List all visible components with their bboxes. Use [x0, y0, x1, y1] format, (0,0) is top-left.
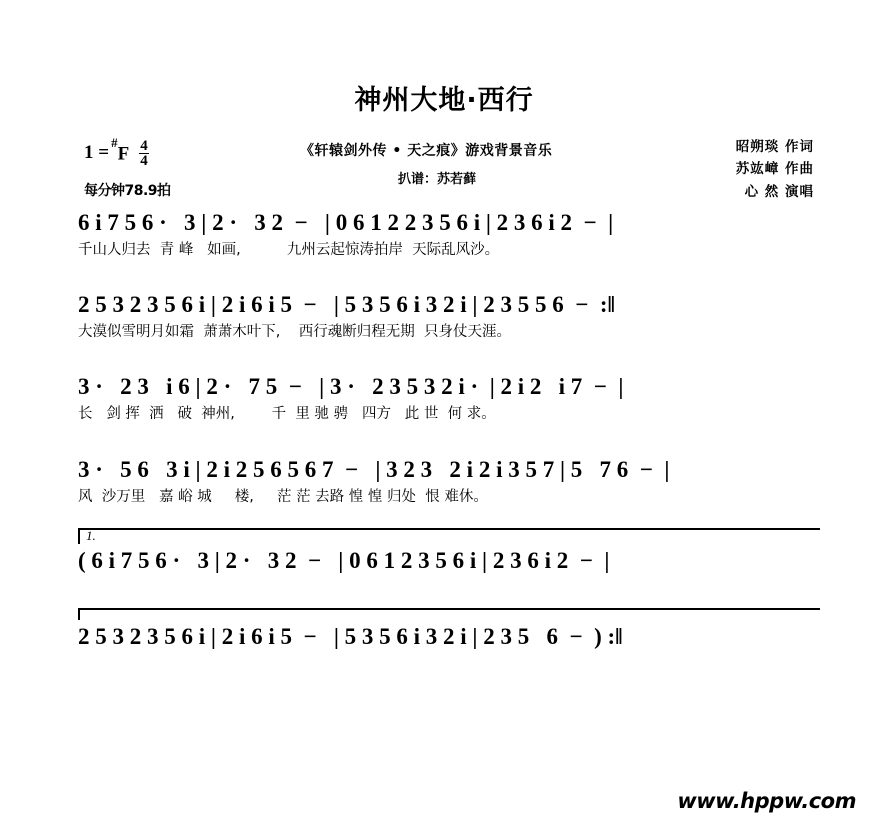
notation-line: 3 · 2 3 i 6 | 2 · 7 5 − | 3 · 2 3 5 3 2 i · | 2 i 2 i 7 − | [78, 374, 624, 399]
music-system-2 [78, 290, 818, 344]
source-note: 《轩辕剑外传 • 天之痕》游戏背景音乐 [300, 143, 553, 159]
sharp-icon: # [111, 135, 118, 151]
tempo-marking: 每分钟78.9拍 [84, 182, 171, 199]
music-system-6 [78, 622, 818, 652]
credit-composer: 苏竑嶂 作曲 [735, 161, 814, 178]
notation-line: 6 i 7 5 6 · 3 | 2 · 3 2 − | 0 6 1 2 2 3 5 6 i | 2 3 6 i 2 − | [78, 210, 614, 235]
credit-singer: 心 然 演唱 [744, 183, 814, 200]
music-system-3 [78, 372, 818, 426]
volta-continuation-bracket [78, 608, 820, 620]
transcriber-note: 扒谱：苏若藓 [398, 172, 477, 187]
credits-block [736, 136, 814, 203]
notation-line: 3 · 5 6 3 i | 2 i 2 5 6 5 6 7 − | 3 2 3 2 i 2 i 3 5 7 | 5 7 6 − | [78, 457, 670, 482]
volta-label: 1. [86, 528, 96, 543]
lyrics-line: 千山人归去 青 峰 如画, 九州云起惊涛拍岸 天际乱风沙。 [78, 242, 500, 258]
credit-lyricist: 昭朔琰 作词 [735, 139, 814, 155]
time-signature-numerator: 4 [140, 138, 148, 154]
key-signature-block [84, 135, 171, 200]
key-prefix: 1 = [84, 141, 110, 163]
lyrics-line: 长 剑 挥 洒 破 神州, 千 里 驰 骋 四方 此 世 何 求。 [78, 406, 496, 422]
notation-line: 2 5 3 2 3 5 6 i | 2 i 6 i 5 − | 5 3 5 6 i 3 2 i | 2 3 5 5 6 − :‖ [78, 292, 615, 317]
music-system-5 [78, 546, 818, 576]
key-line [84, 135, 171, 170]
time-signature-denominator: 4 [140, 153, 148, 170]
music-system-4 [78, 455, 818, 509]
key-note: F [117, 143, 130, 165]
volta-bracket [78, 528, 820, 544]
music-system-1 [78, 208, 818, 262]
watermark: www.hppw.com [677, 789, 856, 813]
lyrics-line: 风 沙万里 嘉 峪 城 楼, 茫 茫 去路 惶 惶 归处 恨 难休。 [78, 489, 488, 505]
lyrics-line: 大漠似雪明月如霜 萧萧木叶下, 西行魂断归程无期 只身仗天涯。 [78, 324, 511, 340]
page-title: 神州大地·西行 [354, 85, 534, 116]
notation-line: 2 5 3 2 3 5 6 i | 2 i 6 i 5 − | 5 3 5 6 i 3 2 i | 2 3 5 6 − ) :‖ [78, 624, 623, 649]
notation-line: ( 6 i 7 5 6 · 3 | 2 · 3 2 − | 0 6 1 2 3 5 6 i | 2 3 6 i 2 − | [78, 548, 610, 573]
time-signature [139, 139, 149, 169]
